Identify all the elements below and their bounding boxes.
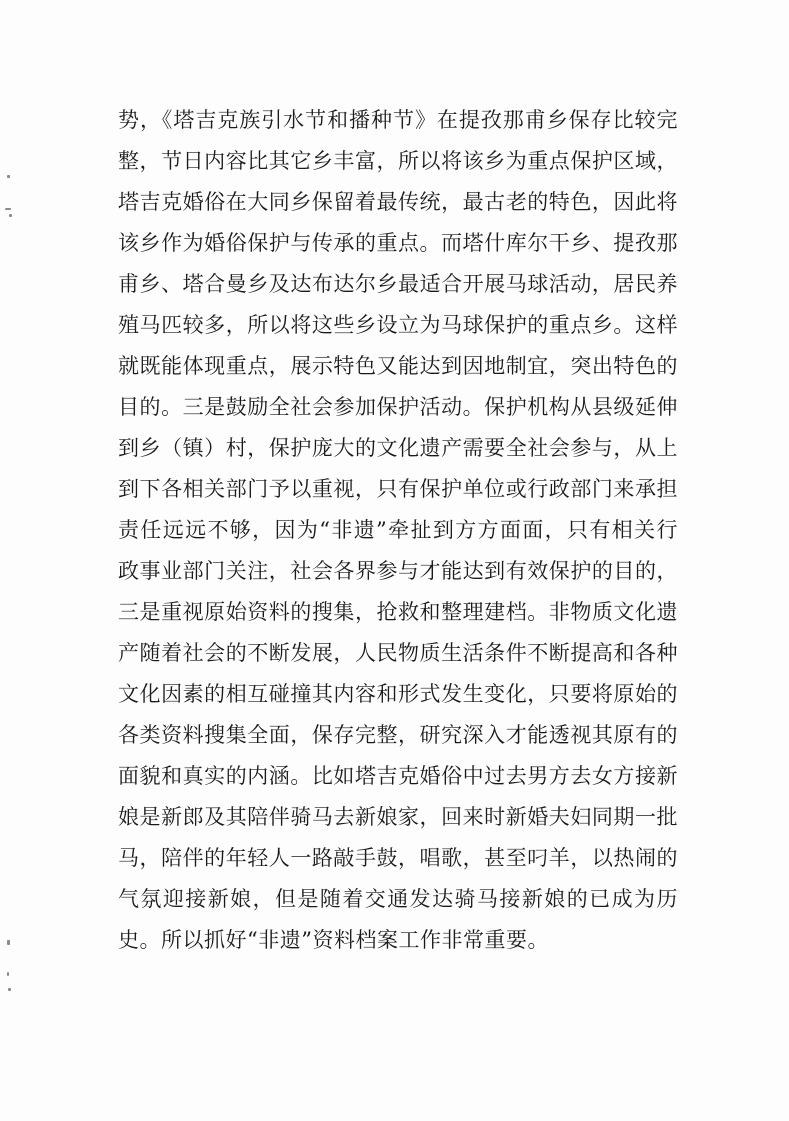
scan-speck bbox=[7, 940, 10, 945]
text-line: 就既能体现重点，展示特色又能达到因地制宜，突出特色的 bbox=[118, 354, 678, 378]
scan-speck bbox=[9, 214, 12, 217]
scan-speck bbox=[8, 988, 11, 991]
text-line: 该乡作为婚俗保护与传承的重点。而塔什库尔干乡、提孜那 bbox=[118, 231, 678, 255]
text-line: 责任远远不够，因为“非遗”牵扯到方方面面，只有相关行 bbox=[118, 518, 678, 542]
text-line: 到乡（镇）村，保护庞大的文化遗产需要全社会参与，从上 bbox=[118, 436, 678, 460]
text-line: 甫乡、塔合曼乡及达布达尔乡最适合开展马球活动，居民养 bbox=[118, 272, 678, 296]
text-line: 势，《塔吉克族引水节和播种节》在提孜那甫乡保存比较完 bbox=[118, 108, 678, 132]
text-line: 塔吉克婚俗在大同乡保留着最传统，最古老的特色，因此将 bbox=[118, 190, 678, 214]
text-line: 各类资料搜集全面，保存完整，研究深入才能透视其原有的 bbox=[118, 723, 678, 747]
text-line: 目的。三是鼓励全社会参加保护活动。保护机构从县级延伸 bbox=[118, 395, 678, 419]
text-line: 马，陪伴的年轻人一路敲手鼓，唱歌，甚至叼羊，以热闹的 bbox=[118, 846, 678, 870]
scan-speck bbox=[7, 175, 10, 178]
scan-speck bbox=[7, 972, 9, 976]
text-line: 娘是新郎及其陪伴骑马去新娘家，回来时新婚夫妇同期一批 bbox=[118, 805, 678, 829]
text-line: 到下各相关部门予以重视，只有保护单位或行政部门来承担 bbox=[118, 477, 678, 501]
text-line: 面貌和真实的内涵。比如塔吉克婚俗中过去男方去女方接新 bbox=[118, 764, 678, 788]
text-line: 殖马匹较多，所以将这些乡设立为马球保护的重点乡。这样 bbox=[118, 313, 678, 337]
body-text bbox=[118, 100, 678, 961]
text-line: 文化因素的相互碰撞其内容和形式发生变化，只要将原始的 bbox=[118, 682, 678, 706]
text-line: 政事业部门关注，社会各界参与才能达到有效保护的目的， bbox=[118, 559, 678, 583]
text-line: 气氛迎接新娘，但是随着交通发达骑马接新娘的已成为历 bbox=[118, 887, 678, 911]
scan-speck bbox=[5, 208, 11, 210]
text-line: 史。所以抓好“非遗”资料档案工作非常重要。 bbox=[118, 928, 549, 952]
text-line: 整，节日内容比其它乡丰富，所以将该乡为重点保护区域， bbox=[118, 149, 678, 173]
text-line: 三是重视原始资料的搜集，抢救和整理建档。非物质文化遗 bbox=[118, 600, 678, 624]
text-line: 产随着社会的不断发展，人民物质生活条件不断提高和各种 bbox=[118, 641, 678, 665]
